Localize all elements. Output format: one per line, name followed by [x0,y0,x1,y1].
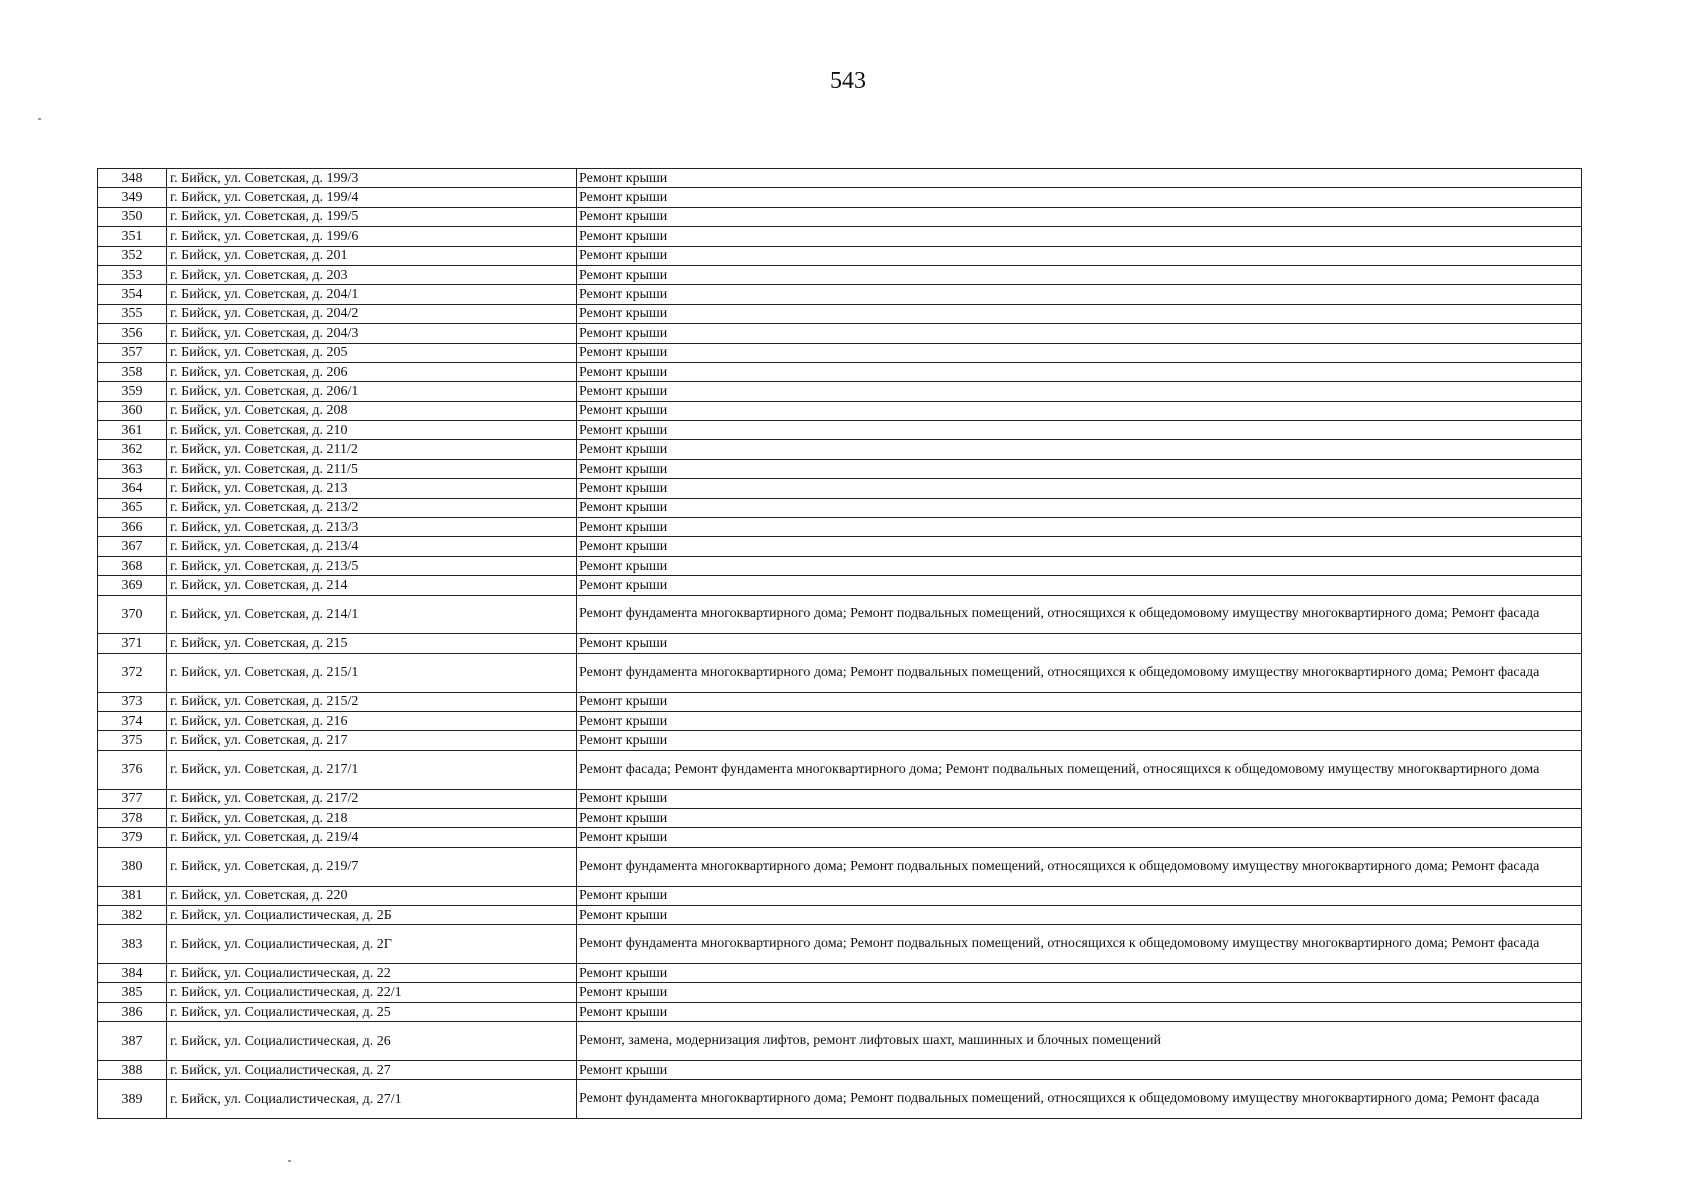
work-type-cell: Ремонт крыши [577,382,1582,401]
work-type-cell: Ремонт крыши [577,169,1582,188]
address-cell: г. Бийск, ул. Советская, д. 215/1 [167,653,577,692]
row-number-cell: 374 [98,711,167,730]
table-row [98,440,1582,459]
table-row [98,1080,1582,1119]
table-row [98,556,1582,575]
work-type-cell: Ремонт крыши [577,498,1582,517]
address-cell: г. Бийск, ул. Советская, д. 217 [167,731,577,750]
row-number-cell: 366 [98,518,167,537]
table-row [98,265,1582,284]
work-type-cell: Ремонт фундамента многоквартирного дома; Ремонт подвальных помещений, относящихся к общедомовому имуществу многоквартирного дома; Ремонт фасада [577,595,1582,634]
address-cell: г. Бийск, ул. Советская, д. 213/5 [167,556,577,575]
row-number-cell: 368 [98,556,167,575]
address-cell: г. Бийск, ул. Советская, д. 211/2 [167,440,577,459]
work-type-cell: Ремонт крыши [577,265,1582,284]
row-number-cell: 386 [98,1002,167,1021]
table-row [98,518,1582,537]
table-row [98,246,1582,265]
work-type-cell: Ремонт крыши [577,964,1582,983]
repair-table-container [97,168,1581,1119]
table-row [98,828,1582,847]
address-cell: г. Бийск, ул. Советская, д. 199/3 [167,169,577,188]
table-row [98,382,1582,401]
address-cell: г. Бийск, ул. Советская, д. 215 [167,634,577,653]
work-type-cell: Ремонт крыши [577,1002,1582,1021]
table-row [98,498,1582,517]
address-cell: г. Бийск, ул. Советская, д. 208 [167,401,577,420]
work-type-cell: Ремонт крыши [577,188,1582,207]
work-type-cell: Ремонт крыши [577,304,1582,323]
work-type-cell: Ремонт крыши [577,362,1582,381]
table-row [98,304,1582,323]
table-row [98,634,1582,653]
address-cell: г. Бийск, ул. Советская, д. 218 [167,808,577,827]
row-number-cell: 353 [98,265,167,284]
table-row [98,362,1582,381]
table-row [98,1061,1582,1080]
table-row [98,1022,1582,1061]
address-cell: г. Бийск, ул. Социалистическая, д. 2Б [167,905,577,924]
address-cell: г. Бийск, ул. Советская, д. 219/7 [167,847,577,886]
work-type-cell: Ремонт крыши [577,227,1582,246]
work-type-cell: Ремонт фундамента многоквартирного дома; Ремонт подвальных помещений, относящихся к общедомовому имуществу многоквартирного дома; Ремонт фасада [577,925,1582,964]
row-number-cell: 384 [98,964,167,983]
address-cell: г. Бийск, ул. Советская, д. 206 [167,362,577,381]
row-number-cell: 355 [98,304,167,323]
table-row [98,692,1582,711]
row-number-cell: 388 [98,1061,167,1080]
table-row [98,789,1582,808]
address-cell: г. Бийск, ул. Советская, д. 217/2 [167,789,577,808]
table-row [98,576,1582,595]
page-number: 543 [830,68,866,94]
address-cell: г. Бийск, ул. Советская, д. 214 [167,576,577,595]
scan-speck [38,118,41,120]
work-type-cell: Ремонт крыши [577,789,1582,808]
address-cell: г. Бийск, ул. Советская, д. 220 [167,886,577,905]
row-number-cell: 380 [98,847,167,886]
row-number-cell: 381 [98,886,167,905]
row-number-cell: 387 [98,1022,167,1061]
table-row [98,188,1582,207]
work-type-cell: Ремонт фундамента многоквартирного дома; Ремонт подвальных помещений, относящихся к общедомовому имуществу многоквартирного дома; Ремонт фасада [577,1080,1582,1119]
row-number-cell: 383 [98,925,167,964]
row-number-cell: 354 [98,285,167,304]
table-row [98,886,1582,905]
table-row [98,401,1582,420]
address-cell: г. Бийск, ул. Социалистическая, д. 22/1 [167,983,577,1002]
table-row [98,750,1582,789]
table-row [98,207,1582,226]
table-row [98,285,1582,304]
work-type-cell: Ремонт крыши [577,711,1582,730]
address-cell: г. Бийск, ул. Социалистическая, д. 25 [167,1002,577,1021]
table-row [98,459,1582,478]
table-row [98,808,1582,827]
address-cell: г. Бийск, ул. Советская, д. 203 [167,265,577,284]
work-type-cell: Ремонт крыши [577,343,1582,362]
row-number-cell: 349 [98,188,167,207]
address-cell: г. Бийск, ул. Советская, д. 199/4 [167,188,577,207]
table-row [98,711,1582,730]
table-row [98,964,1582,983]
work-type-cell: Ремонт крыши [577,518,1582,537]
row-number-cell: 372 [98,653,167,692]
row-number-cell: 360 [98,401,167,420]
row-number-cell: 373 [98,692,167,711]
work-type-cell: Ремонт крыши [577,285,1582,304]
table-row [98,169,1582,188]
address-cell: г. Бийск, ул. Советская, д. 199/6 [167,227,577,246]
work-type-cell: Ремонт крыши [577,324,1582,343]
work-type-cell: Ремонт фундамента многоквартирного дома; Ремонт подвальных помещений, относящихся к общедомовому имуществу многоквартирного дома; Ремонт фасада [577,653,1582,692]
work-type-cell: Ремонт крыши [577,459,1582,478]
work-type-cell: Ремонт крыши [577,808,1582,827]
address-cell: г. Бийск, ул. Советская, д. 217/1 [167,750,577,789]
row-number-cell: 361 [98,421,167,440]
table-row [98,421,1582,440]
work-type-cell: Ремонт крыши [577,692,1582,711]
address-cell: г. Бийск, ул. Советская, д. 201 [167,246,577,265]
row-number-cell: 369 [98,576,167,595]
work-type-cell: Ремонт крыши [577,401,1582,420]
table-row [98,847,1582,886]
work-type-cell: Ремонт крыши [577,1061,1582,1080]
row-number-cell: 377 [98,789,167,808]
row-number-cell: 358 [98,362,167,381]
table-row [98,983,1582,1002]
work-type-cell: Ремонт крыши [577,576,1582,595]
row-number-cell: 357 [98,343,167,362]
address-cell: г. Бийск, ул. Советская, д. 211/5 [167,459,577,478]
work-type-cell: Ремонт фундамента многоквартирного дома; Ремонт подвальных помещений, относящихся к общедомовому имуществу многоквартирного дома; Ремонт фасада [577,847,1582,886]
row-number-cell: 351 [98,227,167,246]
work-type-cell: Ремонт, замена, модернизация лифтов, ремонт лифтовых шахт, машинных и блочных помещений [577,1022,1582,1061]
table-row [98,905,1582,924]
table-row [98,1002,1582,1021]
row-number-cell: 350 [98,207,167,226]
row-number-cell: 367 [98,537,167,556]
row-number-cell: 371 [98,634,167,653]
address-cell: г. Бийск, ул. Советская, д. 219/4 [167,828,577,847]
table-row [98,537,1582,556]
table-row [98,479,1582,498]
address-cell: г. Бийск, ул. Советская, д. 214/1 [167,595,577,634]
row-number-cell: 379 [98,828,167,847]
address-cell: г. Бийск, ул. Социалистическая, д. 22 [167,964,577,983]
work-type-cell: Ремонт фасада; Ремонт фундамента многоквартирного дома; Ремонт подвальных помещений, относящихся к общедомовому имуществу многоквартирного дома [577,750,1582,789]
repair-table [97,168,1582,1119]
work-type-cell: Ремонт крыши [577,731,1582,750]
work-type-cell: Ремонт крыши [577,905,1582,924]
address-cell: г. Бийск, ул. Советская, д. 213/4 [167,537,577,556]
row-number-cell: 363 [98,459,167,478]
address-cell: г. Бийск, ул. Советская, д. 206/1 [167,382,577,401]
scan-speck [288,1160,291,1162]
address-cell: г. Бийск, ул. Советская, д. 215/2 [167,692,577,711]
work-type-cell: Ремонт крыши [577,440,1582,459]
row-number-cell: 375 [98,731,167,750]
work-type-cell: Ремонт крыши [577,828,1582,847]
table-row [98,343,1582,362]
work-type-cell: Ремонт крыши [577,207,1582,226]
row-number-cell: 389 [98,1080,167,1119]
address-cell: г. Бийск, ул. Советская, д. 210 [167,421,577,440]
address-cell: г. Бийск, ул. Советская, д. 199/5 [167,207,577,226]
work-type-cell: Ремонт крыши [577,246,1582,265]
row-number-cell: 359 [98,382,167,401]
address-cell: г. Бийск, ул. Социалистическая, д. 26 [167,1022,577,1061]
address-cell: г. Бийск, ул. Советская, д. 204/3 [167,324,577,343]
address-cell: г. Бийск, ул. Советская, д. 204/2 [167,304,577,323]
row-number-cell: 356 [98,324,167,343]
row-number-cell: 385 [98,983,167,1002]
address-cell: г. Бийск, ул. Социалистическая, д. 27 [167,1061,577,1080]
table-row [98,227,1582,246]
row-number-cell: 376 [98,750,167,789]
work-type-cell: Ремонт крыши [577,479,1582,498]
address-cell: г. Бийск, ул. Советская, д. 205 [167,343,577,362]
work-type-cell: Ремонт крыши [577,421,1582,440]
row-number-cell: 382 [98,905,167,924]
row-number-cell: 364 [98,479,167,498]
work-type-cell: Ремонт крыши [577,983,1582,1002]
row-number-cell: 378 [98,808,167,827]
address-cell: г. Бийск, ул. Социалистическая, д. 27/1 [167,1080,577,1119]
row-number-cell: 348 [98,169,167,188]
row-number-cell: 352 [98,246,167,265]
table-row [98,731,1582,750]
address-cell: г. Бийск, ул. Советская, д. 213/3 [167,518,577,537]
address-cell: г. Бийск, ул. Советская, д. 216 [167,711,577,730]
table-row [98,595,1582,634]
address-cell: г. Бийск, ул. Советская, д. 213 [167,479,577,498]
work-type-cell: Ремонт крыши [577,886,1582,905]
address-cell: г. Бийск, ул. Социалистическая, д. 2Г [167,925,577,964]
work-type-cell: Ремонт крыши [577,556,1582,575]
row-number-cell: 362 [98,440,167,459]
work-type-cell: Ремонт крыши [577,634,1582,653]
row-number-cell: 370 [98,595,167,634]
table-row [98,653,1582,692]
address-cell: г. Бийск, ул. Советская, д. 213/2 [167,498,577,517]
table-row [98,324,1582,343]
work-type-cell: Ремонт крыши [577,537,1582,556]
table-row [98,925,1582,964]
address-cell: г. Бийск, ул. Советская, д. 204/1 [167,285,577,304]
row-number-cell: 365 [98,498,167,517]
repair-table-body [98,169,1582,1119]
